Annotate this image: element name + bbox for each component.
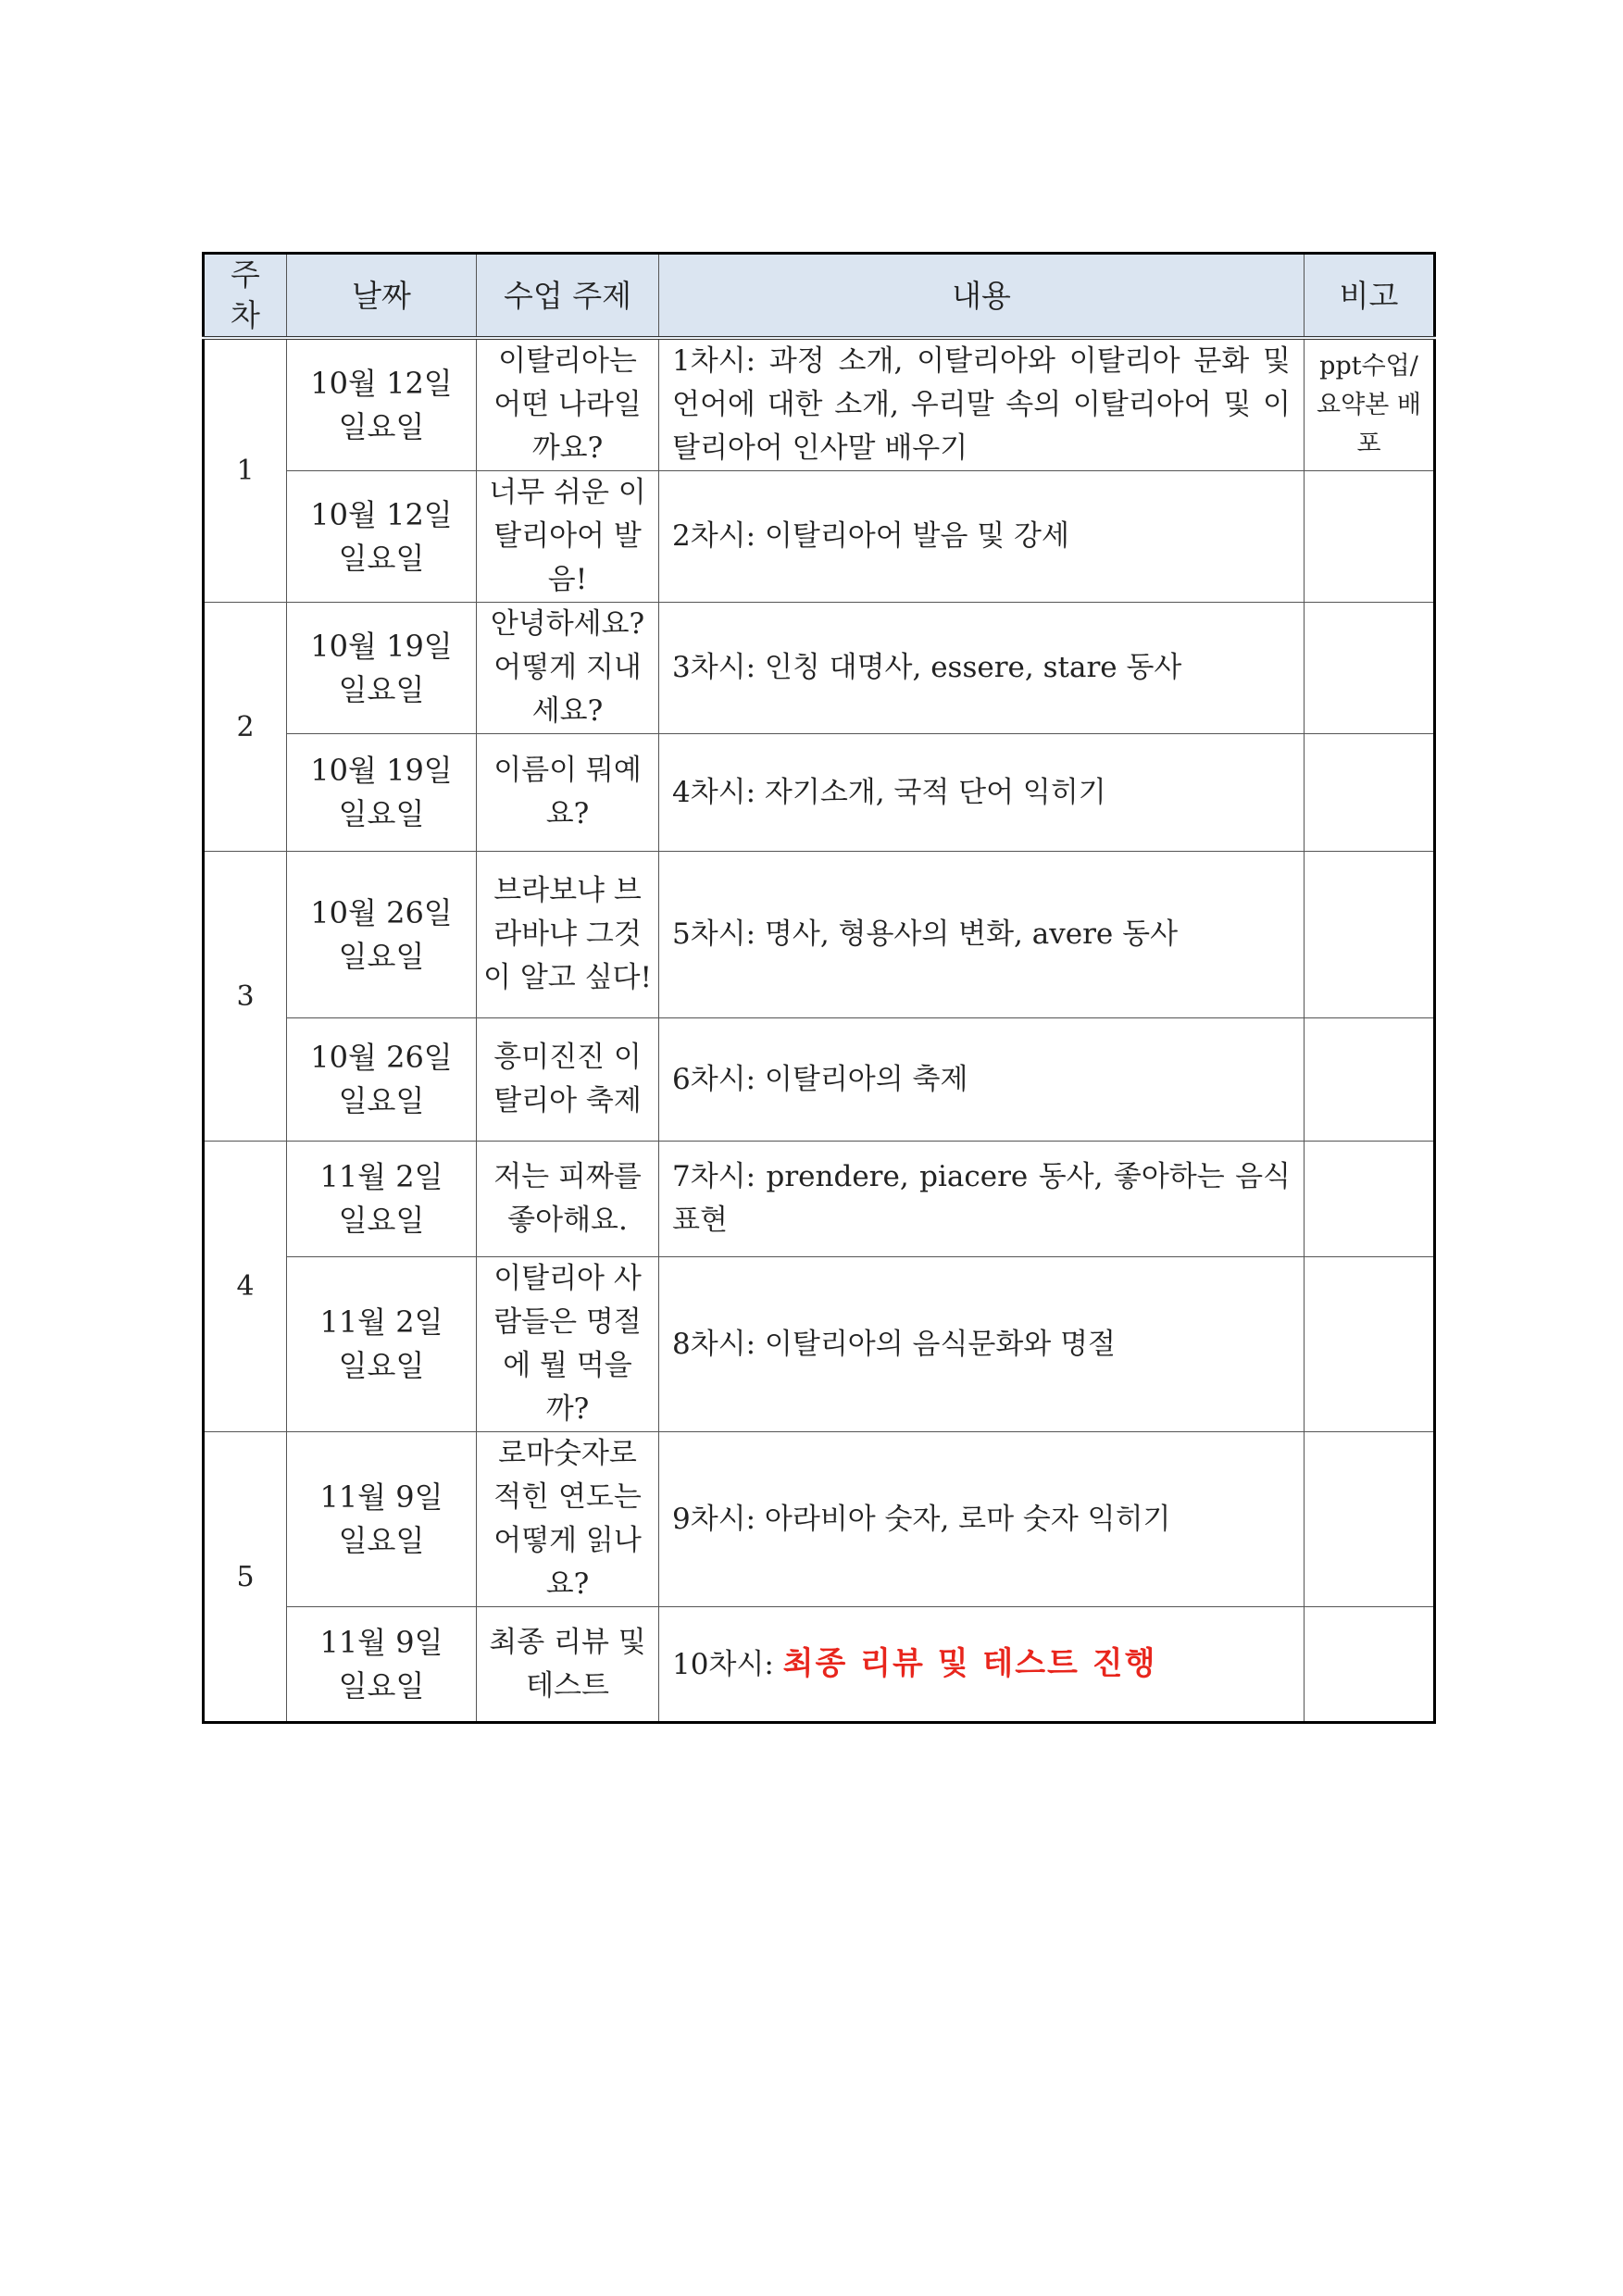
- session-label: 1차시:: [672, 344, 769, 378]
- weekday-line: 일요일: [338, 1667, 425, 1703]
- session-label: 6차시:: [672, 1062, 765, 1096]
- header-content: 내용: [659, 254, 1305, 339]
- table-row: [204, 1257, 1435, 1432]
- header-note: 비고: [1305, 254, 1435, 339]
- weekday-line: 일요일: [338, 671, 425, 707]
- table-row: [204, 1607, 1435, 1723]
- session-content: 명사, 형용사의 변화, avere 동사: [764, 917, 1179, 951]
- week-number-3: 3: [204, 852, 287, 1142]
- note-cell: [1305, 734, 1435, 852]
- session-content: 인칭 대명사, essere, stare 동사: [764, 651, 1182, 684]
- date-line: 11월 9일: [319, 1624, 443, 1660]
- week-number-1: 1: [204, 338, 287, 603]
- session-label: 8차시:: [672, 1327, 765, 1361]
- session-label: 9차시:: [672, 1502, 765, 1536]
- note-cell: [1305, 1257, 1435, 1432]
- content-cell: [659, 603, 1305, 734]
- note-cell: [1305, 603, 1435, 734]
- content-cell: [659, 1142, 1305, 1257]
- date-cell: [287, 852, 477, 1018]
- topic-cell: 최종 리뷰 및 테스트: [477, 1607, 659, 1723]
- table-row: [204, 734, 1435, 852]
- week-number-5: 5: [204, 1432, 287, 1723]
- date-line: 10월 12일: [310, 496, 453, 532]
- table-row: [204, 852, 1435, 1018]
- date-cell: [287, 1432, 477, 1607]
- date-cell: [287, 1257, 477, 1432]
- note-cell: [1305, 1607, 1435, 1723]
- header-row: [204, 254, 1435, 339]
- session-content: 이탈리아의 축제: [764, 1062, 968, 1096]
- date-cell: [287, 1142, 477, 1257]
- session-label: 10차시:: [672, 1647, 783, 1681]
- session-label: 4차시:: [672, 775, 765, 809]
- topic-cell: 흥미진진 이탈리아 축제: [477, 1018, 659, 1142]
- weekday-line: 일요일: [338, 1348, 425, 1383]
- note-cell: [1305, 852, 1435, 1018]
- date-cell: [287, 734, 477, 852]
- date-line: 10월 26일: [310, 1040, 453, 1075]
- week-number-2: 2: [204, 603, 287, 852]
- date-line: 10월 19일: [310, 628, 453, 664]
- session-content: 과정 소개, 이탈리아와 이탈리아 문화 및 언어에 대한 소개, 우리말 속의 이탈리아어 및 이탈리아어 인사말 배우기: [672, 344, 1291, 465]
- topic-cell: 이름이 뭐예요?: [477, 734, 659, 852]
- date-cell: [287, 1607, 477, 1723]
- session-content: 이탈리아어 발음 및 강세: [764, 519, 1069, 553]
- table-row: [204, 338, 1435, 471]
- weekday-line: 일요일: [338, 796, 425, 831]
- weekday-line: 일요일: [338, 1203, 425, 1238]
- header-topic: 수업 주제: [477, 254, 659, 339]
- header-week-line2: 차: [231, 297, 260, 333]
- table-row: [204, 1432, 1435, 1607]
- header-date: 날짜: [287, 254, 477, 339]
- date-line: 10월 12일: [310, 365, 453, 401]
- content-cell: [659, 471, 1305, 603]
- weekday-line: 일요일: [338, 1083, 425, 1118]
- date-cell: [287, 471, 477, 603]
- session-content: 이탈리아의 음식문화와 명절: [764, 1327, 1116, 1361]
- date-line: 11월 2일: [319, 1159, 443, 1194]
- date-line: 11월 2일: [319, 1304, 443, 1340]
- table-row: [204, 471, 1435, 603]
- week-number-4: 4: [204, 1142, 287, 1432]
- session-label: 3차시:: [672, 651, 765, 684]
- content-cell: [659, 1018, 1305, 1142]
- table-row: [204, 1142, 1435, 1257]
- note-cell: [1305, 1142, 1435, 1257]
- session-label: 7차시:: [672, 1160, 767, 1193]
- topic-cell: 안녕하세요? 어떻게 지내세요?: [477, 603, 659, 734]
- header-week: [204, 254, 287, 339]
- topic-cell: 브라보냐 브라바냐 그것이 알고 싶다!: [477, 852, 659, 1018]
- weekday-line: 일요일: [338, 1523, 425, 1558]
- content-cell: [659, 734, 1305, 852]
- date-line: 10월 26일: [310, 894, 453, 930]
- session-label: 2차시:: [672, 519, 765, 553]
- note-cell: [1305, 1018, 1435, 1142]
- content-cell: [659, 1257, 1305, 1432]
- topic-cell: 이탈리아 사람들은 명절에 뭘 먹을까?: [477, 1257, 659, 1432]
- topic-cell: 로마숫자로 적힌 연도는 어떻게 읽나요?: [477, 1432, 659, 1607]
- topic-cell: 저는 피짜를 좋아해요.: [477, 1142, 659, 1257]
- table-row: [204, 603, 1435, 734]
- note-cell: [1305, 471, 1435, 603]
- session-label: 5차시:: [672, 917, 765, 951]
- session-content: prendere, piacere 동사, 좋아하는 음식 표현: [672, 1160, 1291, 1237]
- date-cell: [287, 1018, 477, 1142]
- session-content: 자기소개, 국적 단어 익히기: [764, 775, 1106, 809]
- date-cell: [287, 603, 477, 734]
- final-session-highlight: 최종 리뷰 및 테스트 진행: [782, 1644, 1157, 1682]
- topic-cell: 너무 쉬운 이탈리아어 발음!: [477, 471, 659, 603]
- weekday-line: 일요일: [338, 938, 425, 974]
- course-schedule-table: [202, 252, 1436, 1724]
- content-cell: [659, 852, 1305, 1018]
- weekday-line: 일요일: [338, 408, 425, 444]
- date-line: 11월 9일: [319, 1479, 443, 1515]
- note-cell: [1305, 1432, 1435, 1607]
- content-cell: [659, 1432, 1305, 1607]
- session-content: 아라비아 숫자, 로마 숫자 익히기: [764, 1502, 1171, 1536]
- table-row: [204, 1018, 1435, 1142]
- content-cell: [659, 338, 1305, 471]
- date-line: 10월 19일: [310, 753, 453, 788]
- weekday-line: 일요일: [338, 540, 425, 576]
- topic-cell: 이탈리아는 어떤 나라일까요?: [477, 338, 659, 471]
- date-cell: [287, 338, 477, 471]
- note-cell: ppt수업/요약본 배포: [1305, 338, 1435, 471]
- content-cell: [659, 1607, 1305, 1723]
- header-week-line1: 주: [231, 256, 260, 293]
